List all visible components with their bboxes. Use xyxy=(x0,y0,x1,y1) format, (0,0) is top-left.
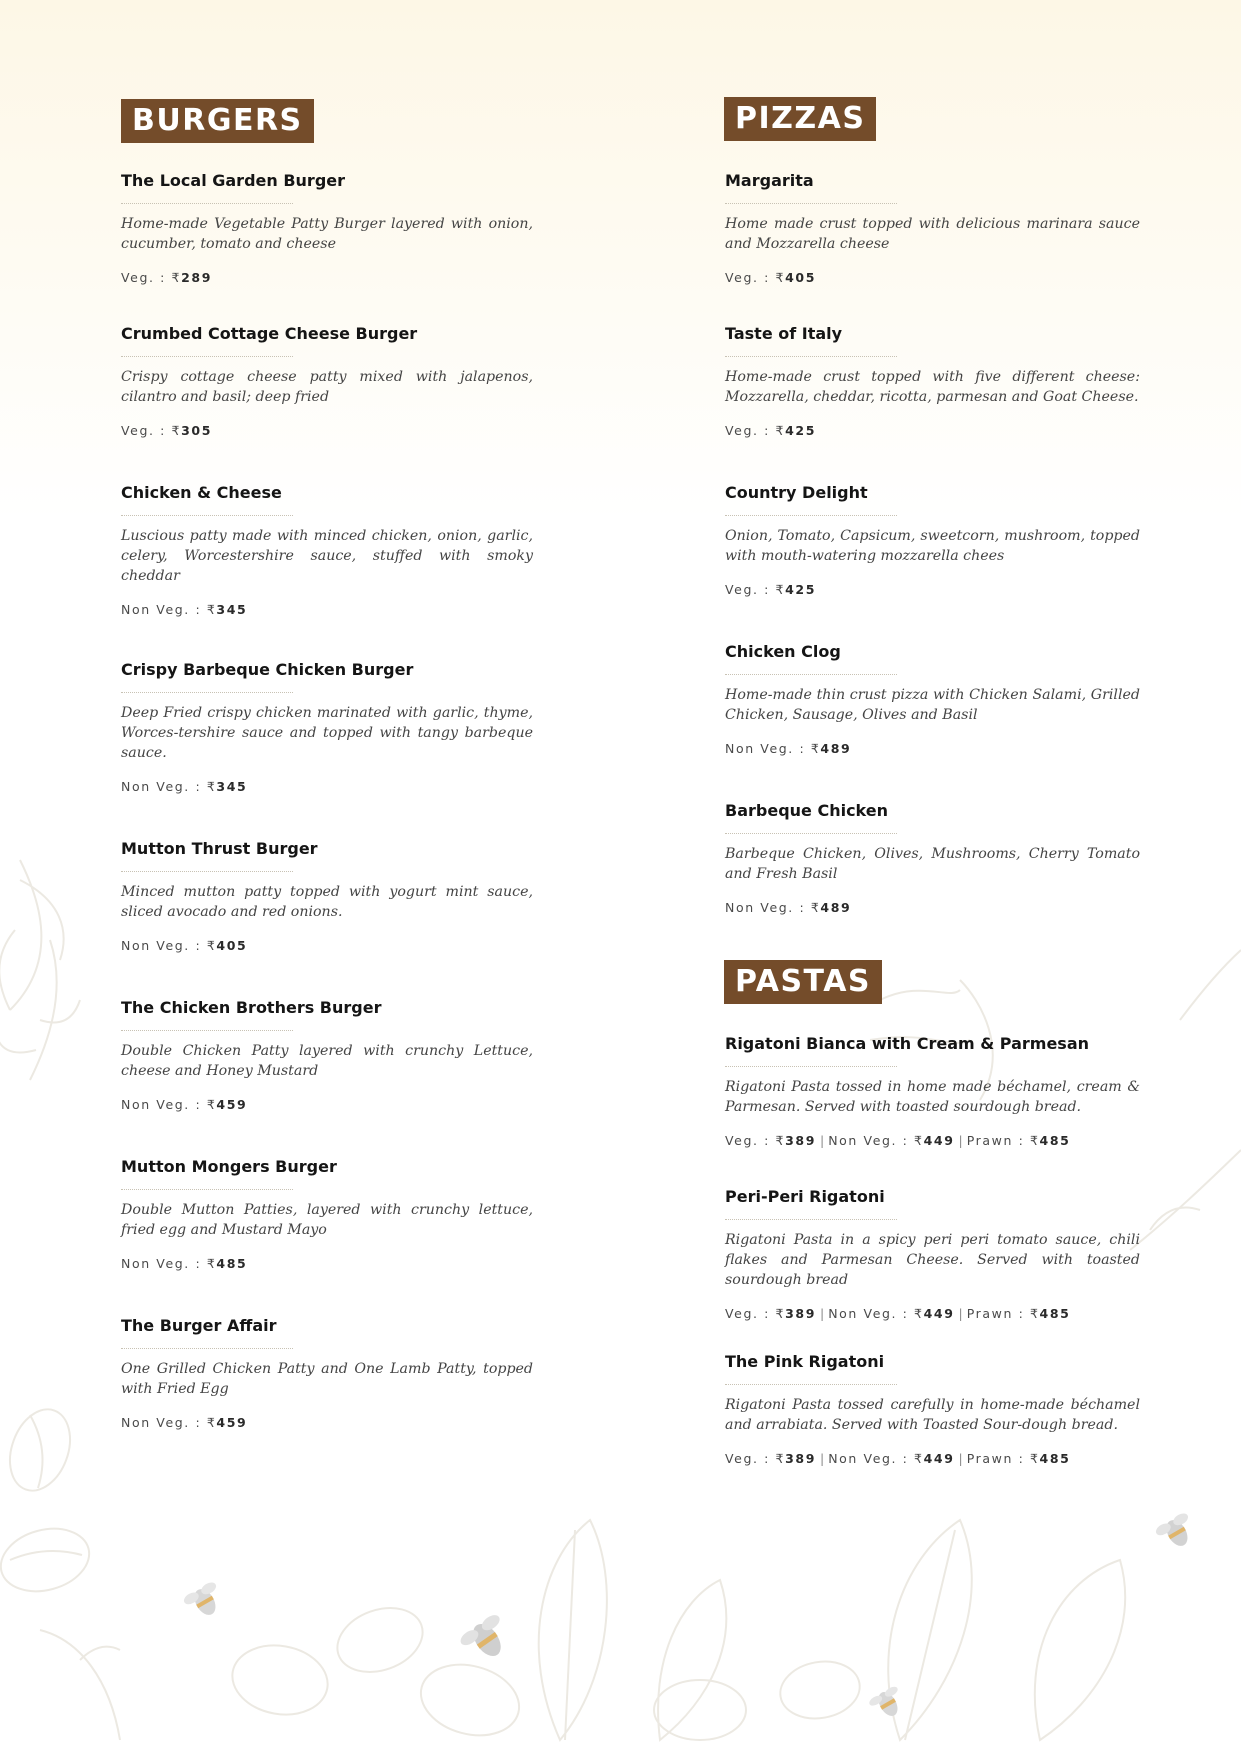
menu-item-price xyxy=(725,900,1140,916)
price-label: Veg. : ₹ xyxy=(725,582,786,597)
price-value: 485 xyxy=(216,1256,248,1271)
menu-item-price xyxy=(121,1415,533,1431)
price-label: Veg. : ₹ xyxy=(121,423,182,438)
menu-item xyxy=(121,324,533,439)
price-label: Prawn : ₹ xyxy=(966,1451,1040,1466)
menu-item-description: Rigatoni Pasta tossed carefully in home-made béchamel and arrabiata. Served with Toasted Sour-dough bread. xyxy=(725,1397,1140,1433)
price-label: Prawn : ₹ xyxy=(966,1306,1040,1321)
menu-item-name: Crumbed Cottage Cheese Burger xyxy=(121,324,418,343)
menu-item xyxy=(121,171,533,286)
menu-item-name: Country Delight xyxy=(725,483,868,502)
menu-item-name: The Burger Affair xyxy=(121,1316,277,1335)
menu-item-price xyxy=(121,423,533,439)
menu-item xyxy=(725,1034,1140,1149)
pizzas-pastas-column xyxy=(725,97,1140,1497)
burgers-column xyxy=(121,99,533,1475)
price-value: 425 xyxy=(785,423,816,438)
price-value: 289 xyxy=(181,270,212,285)
price-value: 459 xyxy=(216,1097,248,1112)
menu-item-description: Onion, Tomato, Capsicum, sweetcorn, mushroom, topped with mouth-watering mozzarella chees xyxy=(725,528,1140,564)
menu-item xyxy=(725,483,1140,598)
menu-item xyxy=(121,998,533,1113)
price-label: Veg. : ₹ xyxy=(725,423,786,438)
menu-item-price xyxy=(121,1256,533,1272)
price-label: Non Veg. : ₹ xyxy=(828,1306,924,1321)
dotted-divider xyxy=(725,1066,897,1067)
menu-item-price xyxy=(725,270,1140,286)
price-value: 425 xyxy=(785,582,816,597)
pizzas-list xyxy=(725,171,1140,916)
menu-item-price xyxy=(121,1097,533,1113)
price-label: Non Veg. : ₹ xyxy=(121,1256,217,1271)
dotted-divider xyxy=(121,356,293,357)
price-label: Non Veg. : ₹ xyxy=(725,900,821,915)
price-value: 389 xyxy=(785,1306,816,1321)
menu-item-price xyxy=(725,741,1140,757)
menu-item xyxy=(725,171,1140,286)
dotted-divider xyxy=(725,1384,897,1385)
price-label: Non Veg. : ₹ xyxy=(121,938,217,953)
price-value: 489 xyxy=(820,741,852,756)
price-separator: | xyxy=(820,1133,825,1148)
price-label: Non Veg. : ₹ xyxy=(121,1097,217,1112)
menu-item xyxy=(121,1157,533,1272)
menu-item xyxy=(121,1316,533,1431)
price-value: 459 xyxy=(216,1415,248,1430)
dotted-divider xyxy=(121,692,293,693)
price-label: Non Veg. : ₹ xyxy=(828,1133,924,1148)
menu-item xyxy=(725,1187,1140,1322)
dotted-divider xyxy=(725,674,897,675)
menu-item-name: Chicken & Cheese xyxy=(121,483,282,502)
menu-item-description: One Grilled Chicken Patty and One Lamb Patty, topped with Fried Egg xyxy=(121,1361,533,1397)
burgers-list xyxy=(121,171,533,1431)
menu-item-description: Deep Fried crispy chicken marinated with garlic, thyme, Worces-tershire sauce and topped with tangy barbeque sauce. xyxy=(121,705,533,761)
price-label: Non Veg. : ₹ xyxy=(121,1415,217,1430)
menu-item-name: The Local Garden Burger xyxy=(121,171,346,190)
dotted-divider xyxy=(121,203,293,204)
price-value: 485 xyxy=(1039,1306,1071,1321)
price-separator: | xyxy=(958,1451,963,1466)
menu-item-price xyxy=(725,1451,1140,1467)
price-value: 405 xyxy=(216,938,248,953)
price-value: 449 xyxy=(923,1133,955,1148)
menu-item-price xyxy=(725,582,1140,598)
price-value: 489 xyxy=(820,900,852,915)
price-label: Veg. : ₹ xyxy=(725,1133,786,1148)
menu-item-name: Crispy Barbeque Chicken Burger xyxy=(121,660,414,679)
menu-item xyxy=(121,839,533,954)
menu-item-description: Home-made Vegetable Patty Burger layered with onion, cucumber, tomato and cheese xyxy=(121,216,533,252)
menu-item-description: Home made crust topped with delicious marinara sauce and Mozzarella cheese xyxy=(725,216,1140,252)
price-value: 305 xyxy=(181,423,212,438)
menu-item-description: Double Mutton Patties, layered with crunchy lettuce, fried egg and Mustard Mayo xyxy=(121,1202,533,1238)
price-label: Veg. : ₹ xyxy=(725,270,786,285)
pizzas-heading: PIZZAS xyxy=(724,97,876,141)
menu-item-description: Crispy cottage cheese patty mixed with jalapenos, cilantro and basil; deep fried xyxy=(121,369,533,405)
dotted-divider xyxy=(725,1219,897,1220)
price-label: Veg. : ₹ xyxy=(121,270,182,285)
menu-item-name: The Chicken Brothers Burger xyxy=(121,998,382,1017)
menu-item-name: Margarita xyxy=(725,171,814,190)
pastas-heading: PASTAS xyxy=(724,960,882,1004)
menu-item-name: Mutton Mongers Burger xyxy=(121,1157,337,1176)
menu-item-description: Minced mutton patty topped with yogurt mint sauce, sliced avocado and red onions. xyxy=(121,884,533,920)
menu-item-price xyxy=(725,423,1140,439)
price-value: 389 xyxy=(785,1133,816,1148)
menu-item-price xyxy=(725,1133,1140,1149)
menu-item-name: Mutton Thrust Burger xyxy=(121,839,318,858)
price-value: 485 xyxy=(1039,1133,1071,1148)
menu-item-price xyxy=(725,1306,1140,1322)
menu-item-price xyxy=(121,779,533,795)
menu-item-price xyxy=(121,938,533,954)
menu-item-description: Home-made thin crust pizza with Chicken Salami, Grilled Chicken, Sausage, Olives and Basil xyxy=(725,687,1140,723)
menu-item xyxy=(725,1352,1140,1467)
menu-item-price xyxy=(121,270,533,286)
price-label: Veg. : ₹ xyxy=(725,1451,786,1466)
menu-item-name: Rigatoni Bianca with Cream & Parmesan xyxy=(725,1034,1089,1053)
price-separator: | xyxy=(958,1306,963,1321)
menu-item xyxy=(725,324,1140,439)
price-label: Non Veg. : ₹ xyxy=(121,779,217,794)
price-label: Veg. : ₹ xyxy=(725,1306,786,1321)
price-value: 389 xyxy=(785,1451,816,1466)
menu-item-name: Chicken Clog xyxy=(725,642,841,661)
menu-item-name: Barbeque Chicken xyxy=(725,801,889,820)
price-label: Non Veg. : ₹ xyxy=(725,741,821,756)
dotted-divider xyxy=(121,515,293,516)
dotted-divider xyxy=(121,871,293,872)
menu-item-description: Rigatoni Pasta tossed in home made béchamel, cream & Parmesan. Served with toasted sourdough bread. xyxy=(725,1079,1140,1115)
dotted-divider xyxy=(121,1348,293,1349)
dotted-divider xyxy=(121,1189,293,1190)
menu-item-description: Rigatoni Pasta in a spicy peri peri tomato sauce, chili flakes and Parmesan Cheese. Served with toasted sourdough bread xyxy=(725,1232,1140,1288)
menu-item-name: Peri-Peri Rigatoni xyxy=(725,1187,885,1206)
menu-item-name: The Pink Rigatoni xyxy=(725,1352,885,1371)
price-value: 345 xyxy=(216,602,248,617)
price-value: 345 xyxy=(216,779,248,794)
menu-item-description: Barbeque Chicken, Olives, Mushrooms, Cherry Tomato and Fresh Basil xyxy=(725,846,1140,882)
menu-item xyxy=(121,483,533,618)
price-separator: | xyxy=(820,1451,825,1466)
dotted-divider xyxy=(121,1030,293,1031)
price-value: 405 xyxy=(785,270,816,285)
menu-item-name: Taste of Italy xyxy=(725,324,843,343)
menu-item-description: Home-made crust topped with five different cheese: Mozzarella, cheddar, ricotta, parmesan and Goat Cheese. xyxy=(725,369,1140,405)
dotted-divider xyxy=(725,203,897,204)
price-value: 449 xyxy=(923,1306,955,1321)
price-label: Non Veg. : ₹ xyxy=(121,602,217,617)
burgers-heading: BURGERS xyxy=(121,99,314,143)
price-value: 485 xyxy=(1039,1451,1071,1466)
dotted-divider xyxy=(725,833,897,834)
dotted-divider xyxy=(725,356,897,357)
price-label: Prawn : ₹ xyxy=(966,1133,1040,1148)
menu-item-price xyxy=(121,602,533,618)
menu-item xyxy=(121,660,533,795)
pastas-list xyxy=(725,1034,1140,1467)
pastas-block xyxy=(725,960,1140,1467)
price-separator: | xyxy=(820,1306,825,1321)
price-label: Non Veg. : ₹ xyxy=(828,1451,924,1466)
menu-item xyxy=(725,801,1140,916)
menu-item xyxy=(725,642,1140,757)
bee-icon xyxy=(182,1511,1200,1723)
price-value: 449 xyxy=(923,1451,955,1466)
menu-item-description: Luscious patty made with minced chicken, onion, garlic, celery, Worcestershire sauce, stuffed with smoky cheddar xyxy=(121,528,533,584)
price-separator: | xyxy=(958,1133,963,1148)
menu-item-description: Double Chicken Patty layered with crunchy Lettuce, cheese and Honey Mustard xyxy=(121,1043,533,1079)
dotted-divider xyxy=(725,515,897,516)
